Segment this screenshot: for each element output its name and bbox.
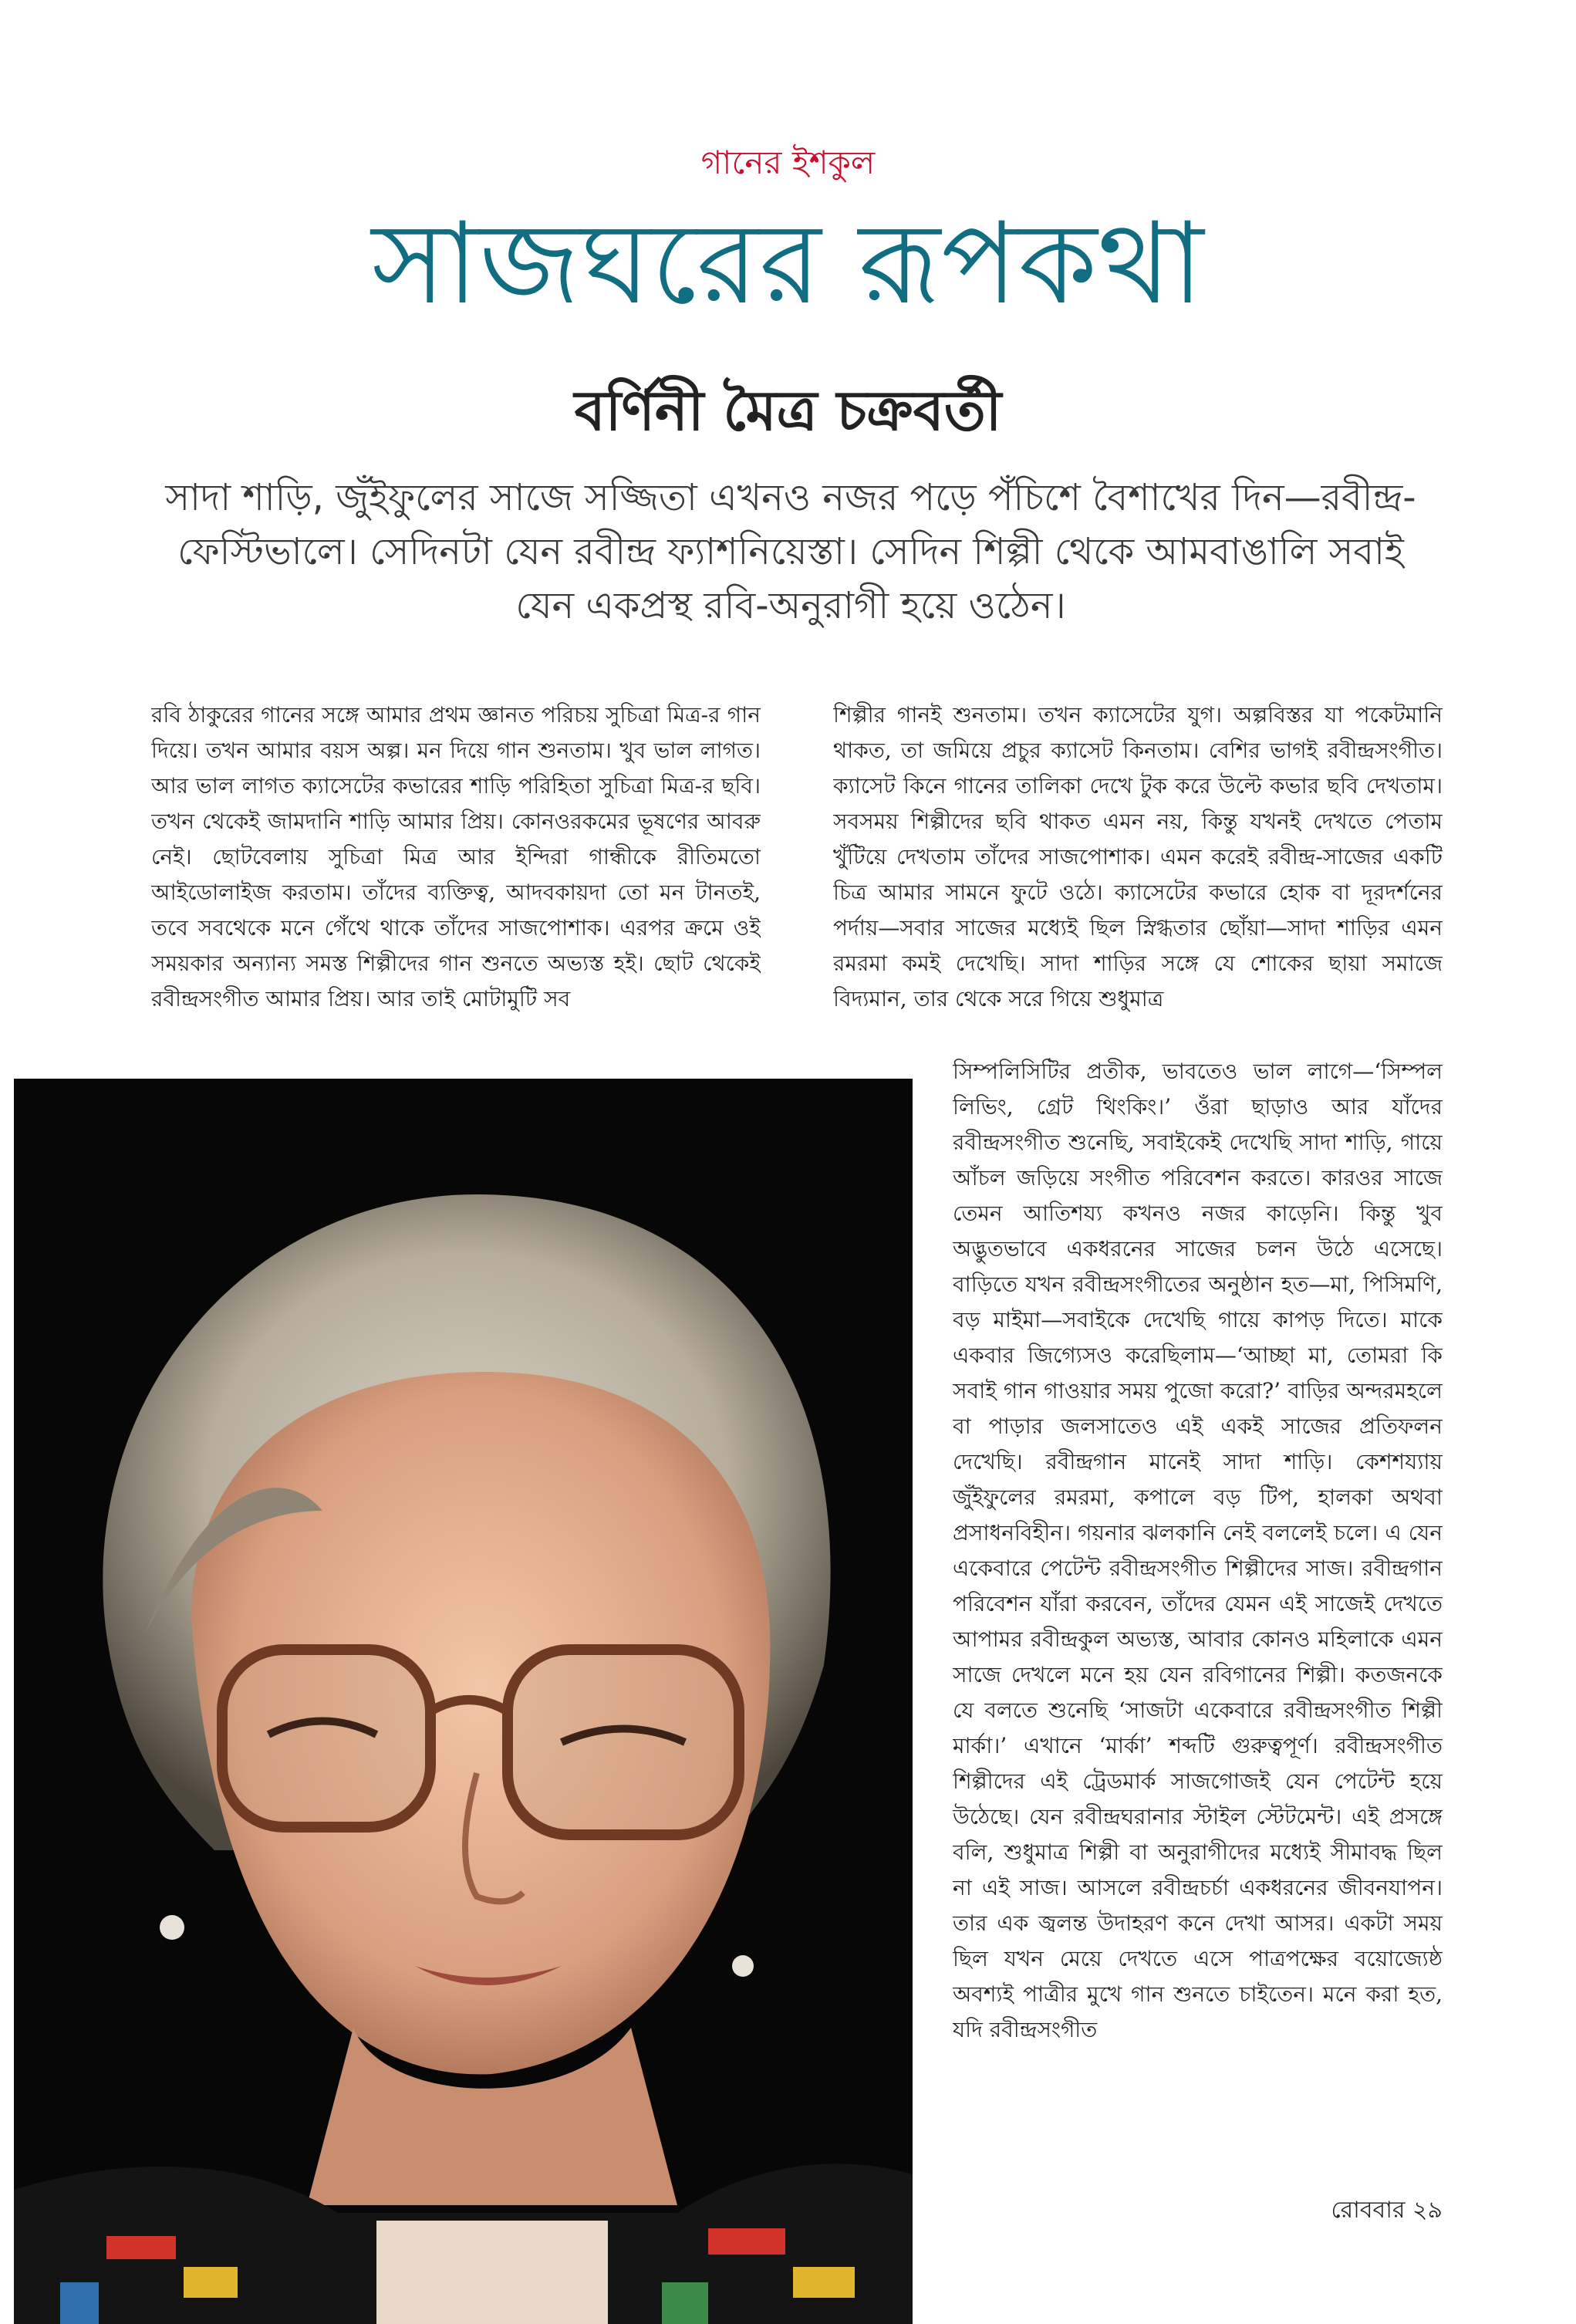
section-label: গানের ইশকুল	[700, 144, 876, 181]
body-text-col1: রবি ঠাকুরের গানের সঙ্গে আমার প্রথম জ্ঞানত পরিচয় সুচিত্রা মিত্র-র গান দিয়ে। তখন আমার বয়স অল্প। মন দিয়ে গান শুনতাম। খুব ভাল লাগত। আর ভাল লাগত ক্যাসেটের কভারের শাড়ি পরিহিতা সুচিত্রা মিত্র-র ছবি। তখন থেকেই জামদানি শাড়ি আমার প্রিয়। কোনওরকমের ভূষণের আবরু নেই। ছোটবেলায় সুচিত্রা মিত্র আর ইন্দিরা গান্ধীকে রীতিমতো আইডোলাইজ করতাম। তাঁদের ব্যক্তিত্ব, আদবকায়দা তো মন টানতই, তবে সবথেকে মনে গেঁথে থাকে তাঁদের সাজপোশাক। এরপর ক্রমে ওই সময়কার অন্যান্য সমস্ত শিল্পীদের গান শুনতে অভ্যস্ত হই। ছোট থেকেই রবীন্দ্রসংগীত আমার প্রিয়। আর তাই মোটামুটি সব	[151, 702, 761, 1012]
page-number: ২৯	[1412, 2197, 1443, 2224]
body-column-left	[151, 698, 761, 1052]
portrait-illustration	[14, 1079, 913, 2324]
body-column-right-top	[833, 698, 1443, 1052]
page-footer	[1250, 2191, 1443, 2231]
body-text-col2: শিল্পীর গানই শুনতাম। তখন ক্যাসেটের যুগ। অল্পবিস্তর যা পকেটমানি থাকত, তা জমিয়ে প্রচুর ক্যাসেট কিনতাম। বেশির ভাগই রবীন্দ্রসংগীত। ক্যাসেট কিনে গানের তালিকা দেখে টুক করে উল্টে কভার ছবি দেখতাম। সবসময় শিল্পীদের ছবি থাকত এমন নয়, কিন্তু যখনই দেখতে পেতাম খুঁটিয়ে দেখতাম তাঁদের সাজপোশাক। এমন করেই রবীন্দ্র-সাজের একটি চিত্র আমার সামনে ফুটে ওঠে। ক্যাসেটের কভারে হোক বা দূরদর্শনের পর্দায়—সবার সাজের মধ্যেই ছিল স্নিগ্ধতার ছোঁয়া—সাদা শাড়ির এমন রমরমা কমই দেখেছি। সাদা শাড়ির সঙ্গে যে শোকের ছায়া সমাজে বিদ্যমান, তার থেকে সরে গিয়ে শুধুমাত্র	[833, 702, 1443, 1012]
glasses-left-lens	[222, 1650, 430, 1827]
intro-paragraph: সাদা শাড়ি, জুঁইফুলের সাজে সজ্জিতা এখনও নজর পড়ে পঁচিশে বৈশাখের দিন—রবীন্দ্র-ফেস্টিভালে। সেদিনটা যেন রবীন্দ্র ফ্যাশনিয়েস্তা। সেদিন শিল্পী থেকে আমবাঙালি সবাই যেন একপ্রস্থ রবি-অনুরাগী হয়ে ওঠেন।	[165, 476, 1416, 627]
body-text-col3: সিম্পলিসিটির প্রতীক, ভাবতেও ভাল লাগে—‘সিম্পল লিভিং, গ্রেট থিংকিং।’ ওঁরা ছাড়াও আর যাঁদের রবীন্দ্রসংগীত শুনেছি, সবাইকেই দেখেছি সাদা শাড়ি, গায়ে আঁচল জড়িয়ে সংগীত পরিবেশন করতে। কারওর সাজে তেমন আতিশয্য কখনও নজর কাড়েনি। কিন্তু খুব অদ্ভুতভাবে একধরনের সাজের চলন উঠে এসেছে। বাড়িতে যখন রবীন্দ্রসংগীতের অনুষ্ঠান হত—মা, পিসিমণি, বড় মাইমা—সবাইকে দেখেছি গায়ে কাপড় দিতে। মাকে একবার জিগ্যেসও করেছিলাম—‘আচ্ছা মা, তোমরা কি সবাই গান গাওয়ার সময় পুজো করো?’ বাড়ির অন্দরমহলে বা পাড়ার জলসাতেও এই একই সাজের প্রতিফলন দেখেছি। রবীন্দ্রগান মানেই সাদা শাড়ি। কেশশয্যায় জুঁইফুলের রমরমা, কপালে বড় টিপ, হালকা অথবা প্রসাধনবিহীন। গয়নার ঝলকানি নেই বললেই চলে। এ যেন একেবারে পেটেন্ট রবীন্দ্রসংগীত শিল্পীদের সাজ। রবীন্দ্রগান পরিবেশন যাঁরা করবেন, তাঁদের যেমন এই সাজেই দেখতে আপামর রবীন্দ্রকুল অভ্যস্ত, আবার কোনও মহিলাকে এমন সাজে দেখলে মনে হয় যেন রবিগানের শিল্পী। কতজনকে যে বলতে শুনেছি ‘সাজটা একেবারে রবীন্দ্রসংগীত শিল্পী মার্কা।’ এখানে ‘মার্কা’ শব্দটি গুরুত্বপূর্ণ। রবীন্দ্রসংগীত শিল্পীদের এই ট্রেডমার্ক সাজগোজই যেন পেটেন্ট হয়ে উঠেছে। যেন রবীন্দ্রঘরানার স্টাইল স্টেটমেন্ট। এই প্রসঙ্গে বলি, শুধুমাত্র শিল্পী বা অনুরাগীদের মধ্যেই সীমাবদ্ধ ছিল না এই সাজ। আসলে রবীন্দ্রচর্চা একধরনের জীবনযাপন। তার এক জ্বলন্ত উদাহরণ কনে দেখা আসর। একটা সময় ছিল যখন মেয়ে দেখতে এসে পাত্রপক্ষের বয়োজ্যেষ্ঠ অবশ্যই পাত্রীর মুখে গান শুনতে চাইতেন। মনে করা হত, যদি রবীন্দ্রসংগীত	[953, 1059, 1443, 2042]
portrait-photo	[14, 1079, 913, 2324]
body-column-right-bottom	[953, 1054, 1443, 2165]
magazine-name: রোববার	[1331, 2197, 1406, 2224]
glasses-right-lens	[508, 1650, 739, 1835]
article-title: সাজঘরের রূপকথা	[371, 198, 1205, 329]
author-byline: বর্ণিনী মৈত্র চক্রবর্তী	[574, 378, 1002, 443]
